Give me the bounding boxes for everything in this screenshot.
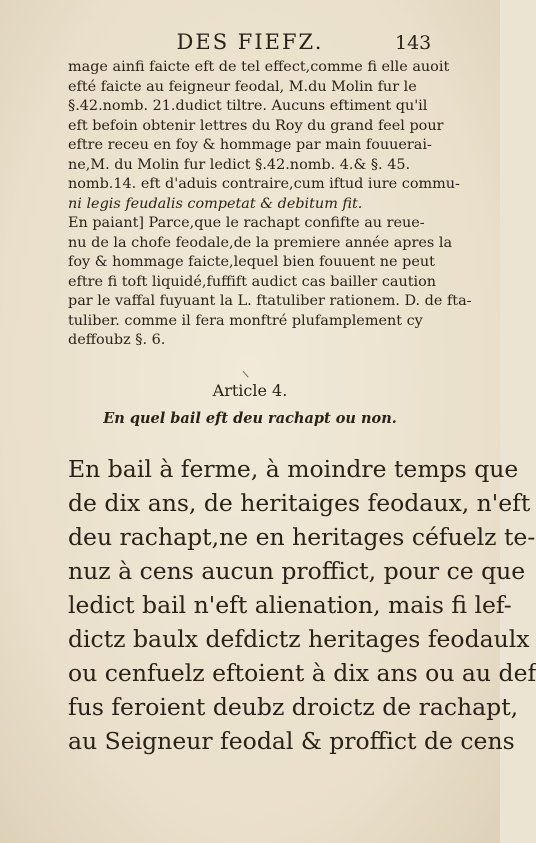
commentary-line: foy & hommage faicte,lequel bien fouuent ne peut [68,254,435,270]
running-head: DES FIEFZ. [176,30,324,54]
commentary-line: efté faicte au feigneur feodal, M.du Molin fur le [68,78,417,95]
body-line: de dix ans, de heritaiges feodaux, n'eft [68,489,531,517]
commentary-line: nu de la chofe feodale,de la premiere année apres la [68,234,453,251]
body-line: fus feroient deubz droictz de rachapt, [68,693,519,721]
article-heading: Article 4. [212,381,288,400]
commentary-line: tuliber. comme il fera monftré plufamplement cy [68,312,423,329]
body-line: nuz à cens aucun proffict, pour ce que [68,557,526,585]
article-body [68,452,536,758]
commentary-line: deffoubz §. 6. [68,332,166,348]
commentary-line: §.42.nomb. 21.dudict tiltre. Aucuns eftiment qu'il [68,98,428,114]
commentary-line: eftre receu en foy & hommage par main fouuerai- [68,137,432,153]
body-line: dictz baulx defdictz heritages feodaulx [68,625,530,653]
commentary-line: ne,M. du Molin fur ledict §.42.nomb. 4.& §. 45. [68,156,411,173]
commentary-line: par le vaffal fuyuant la L. ftatuliber rationem. D. de fta- [68,293,472,309]
commentary-line: nomb.14. eft d'aduis contraire,cum iftud iure commu- [68,176,460,192]
commentary-line: eft befoin obtenir lettres du Roy du grand feel pour [68,117,444,134]
body-line: ledict bail n'eft alienation, mais fi lef- [68,591,512,619]
commentary-block [68,58,472,351]
commentary-line: mage ainfi faicte eft de tel effect,comme fi elle auoit [68,59,450,75]
body-line: ou cenfuelz eftoient à dix ans ou au def [68,659,536,687]
body-line: En bail à ferme, à moindre temps que [68,455,519,483]
ink-mark [243,364,257,377]
article-rubric: En quel bail eft deu rachapt ou non. [103,410,397,427]
commentary-line: ni legis feudalis competat & debitum fit. [68,195,363,212]
page-header [0,30,500,60]
commentary-line: En paiant] Parce,que le rachapt confifte au reue- [68,215,425,231]
commentary-line: eftre fi toft liquidé,fuffift audict cas bailler caution [68,273,437,290]
page-number: 143 [395,32,432,54]
body-line: deu rachapt,ne en heritages céfuelz te- [68,523,536,551]
body-line: au Seigneur feodal & proffict de cens [68,727,515,755]
